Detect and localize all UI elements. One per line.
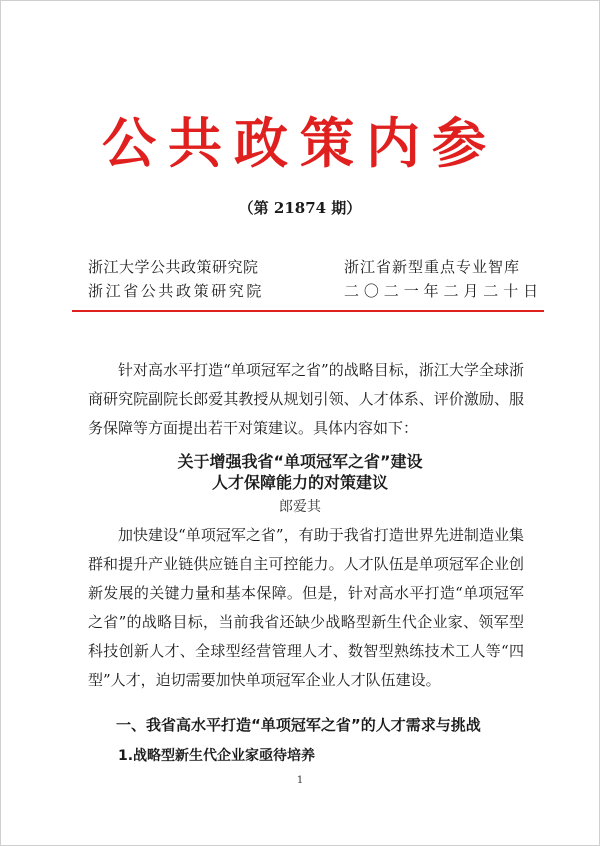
article-title-line2: 人才保障能力的对策建议 bbox=[211, 473, 388, 492]
section-heading: 一、我省高水平打造“单项冠军之省”的人才需求与挑战 bbox=[116, 716, 481, 734]
issue-number: （第 21874 期） bbox=[238, 199, 362, 217]
intro-paragraph: 针对高水平打造“单项冠军之省”的战略目标，浙江大学全球浙商研究院副院长郎爱其教授从规划引领、人才体系、评价激励、服务保障等方面提出若干对策建议。具体内容如下： bbox=[88, 361, 524, 437]
publication-date: 二〇二一年二月二十日 bbox=[344, 282, 544, 300]
red-divider-line bbox=[72, 310, 544, 312]
publisher-left-line1: 浙江大学公共政策研究院 bbox=[88, 258, 259, 276]
publisher-right-line1: 浙江省新型重点专业智库 bbox=[344, 258, 521, 276]
article-body-paragraph: 加快建设“单项冠军之省”，有助于我省打造世界先进制造业集群和提升产业链供应链自主可控能力。人才队伍是单项冠军企业创新发展的关键力量和基本保障。但是，针对高水平打造“单项冠军之省”的战略目标，当前我省还缺少战略型新生代企业家、领军型科技创新人才、全球型经营管理人才、数智型熟练技术工人等“四型”人才，迫切需要加快单项冠军企业人才队伍建设。 bbox=[88, 526, 524, 689]
publisher-left-line2: 浙江省公共政策研究院 bbox=[88, 282, 265, 300]
article-title-line1: 关于增强我省“单项冠军之省”建设 bbox=[177, 452, 423, 471]
page-number: 1 bbox=[296, 775, 304, 786]
article-author: 郎爱其 bbox=[279, 499, 321, 515]
subsection-heading: 1.战略型新生代企业家亟待培养 bbox=[118, 748, 316, 764]
masthead-title: 公共政策内参 bbox=[102, 112, 498, 175]
